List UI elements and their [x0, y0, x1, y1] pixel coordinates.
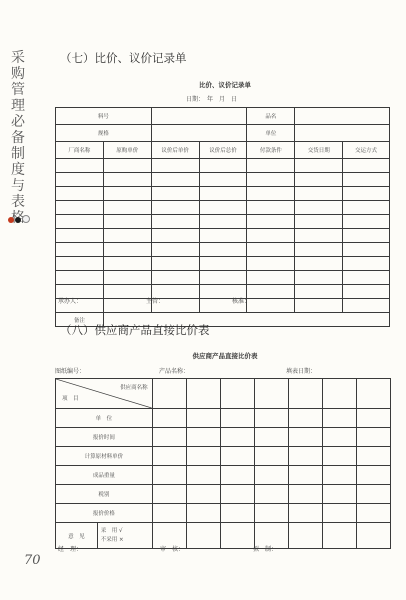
- adopt-label: 采 用 √: [100, 527, 123, 534]
- remark-label: 备注: [56, 313, 104, 327]
- name-label: 品名: [247, 108, 295, 125]
- table-row: [56, 447, 391, 466]
- table-row: [56, 201, 390, 215]
- approver-label: 核准：: [232, 298, 251, 305]
- table-row: [56, 271, 390, 285]
- opinion-label: 意 见: [56, 523, 98, 549]
- table-row: [56, 159, 390, 173]
- material-no-value: [151, 108, 247, 125]
- table-row: [56, 257, 390, 271]
- item-header: 项 目: [62, 396, 79, 402]
- table-row: [56, 504, 391, 523]
- row-label: 计算原材料单价: [56, 447, 153, 466]
- diagonal-header-cell: [56, 379, 153, 409]
- page-number: 70: [24, 553, 41, 568]
- opinion-row: [56, 523, 391, 549]
- column-header: 议价后单价: [151, 142, 199, 159]
- column-header: 厂商名称: [56, 142, 104, 159]
- handler-label: 承办人：: [58, 298, 83, 305]
- row-label: 报价价格: [56, 504, 153, 523]
- decorative-dots-icon: [8, 208, 32, 218]
- table-row: [56, 187, 390, 201]
- supplier-comparison-table: [55, 378, 391, 549]
- manager-label: 经 理：: [58, 546, 83, 553]
- supervisor-label: 主管：: [146, 298, 165, 305]
- column-header: 原购单价: [103, 142, 151, 159]
- side-title: 采购管理必备制度与表: [11, 50, 25, 210]
- spec-value: [151, 125, 247, 142]
- comparison-table: [55, 107, 390, 327]
- column-header: 交货日期: [295, 142, 343, 159]
- unit-label: 单位: [247, 125, 295, 142]
- unit-value: [295, 125, 390, 142]
- row-label: 税别: [56, 485, 153, 504]
- audit-label: 审 核：: [160, 546, 185, 553]
- table-row: [56, 285, 390, 299]
- drafter-label: 拟 制：: [253, 546, 278, 553]
- table-row: [56, 466, 391, 485]
- table-row: [56, 428, 391, 447]
- product-name-label: 产品名称：: [159, 368, 190, 375]
- section-heading-supplier: （八）供应商产品直接比价表: [60, 323, 210, 337]
- table-row: [56, 485, 391, 504]
- section-heading-comparison: （七）比价、议价记录单: [60, 51, 187, 65]
- name-value: [295, 108, 390, 125]
- row-label: 单 位: [56, 409, 153, 428]
- table-row: [56, 299, 390, 313]
- comparison-table-title: 比价、议价记录单: [199, 81, 251, 89]
- column-header-row: [56, 142, 390, 159]
- column-header: 交运方式: [343, 142, 390, 159]
- fill-date-label: 填表日期：: [286, 368, 317, 375]
- table-row: [56, 229, 390, 243]
- table-row: [56, 173, 390, 187]
- row-label: 成品重量: [56, 466, 153, 485]
- column-header: 付款条件: [247, 142, 295, 159]
- spec-label: 规格: [56, 125, 152, 142]
- supplier-table-title: 供应商产品直接比价表: [192, 352, 258, 360]
- drawing-no-label: 图纸编号：: [55, 368, 86, 375]
- reject-label: 不采用 ×: [100, 536, 124, 543]
- table-row: [56, 215, 390, 229]
- opinion-options: [97, 523, 152, 549]
- table-row: [56, 243, 390, 257]
- date-label: 日期： 年 月 日: [186, 96, 238, 103]
- table-row: [56, 409, 391, 428]
- supplier-name-header: 供应商名称: [120, 385, 148, 391]
- row-label: 报价时间: [56, 428, 153, 447]
- material-no-label: 料号: [56, 108, 152, 125]
- column-header: 议价后总价: [199, 142, 247, 159]
